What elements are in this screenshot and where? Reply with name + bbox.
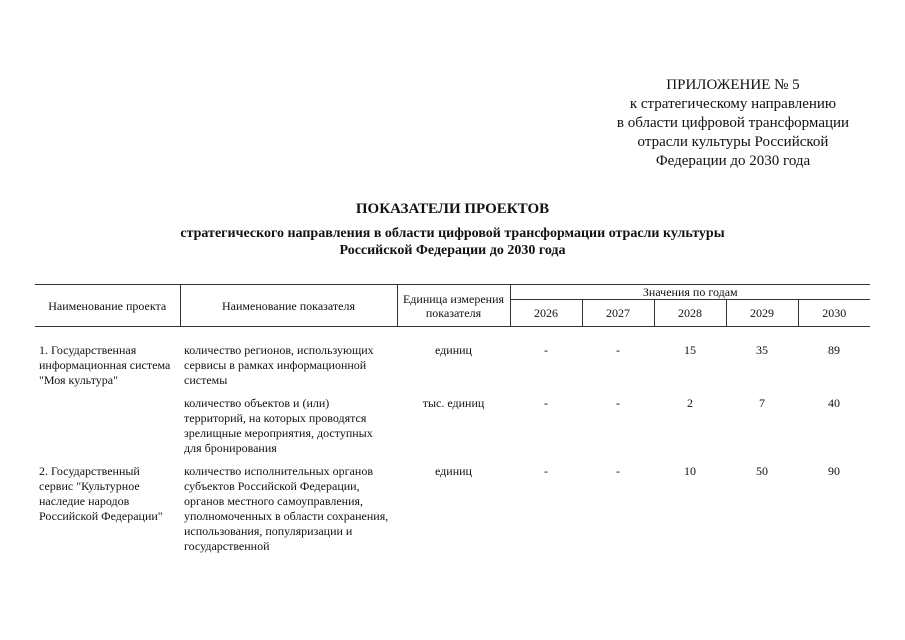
- header-year: 2030: [798, 300, 870, 327]
- header-indicator-name: Наименование показателя: [180, 285, 397, 327]
- table-row: [35, 396, 870, 464]
- value-cell: -: [544, 396, 548, 410]
- value-cell: 89: [828, 343, 841, 357]
- annex-line: в области цифровой трансформации: [616, 115, 850, 131]
- value-cell: -: [616, 464, 620, 478]
- value-cell: 40: [828, 396, 841, 410]
- header-year: 2028: [654, 300, 726, 327]
- document-subtitle: [0, 225, 905, 259]
- indicator-name-cell: количество объектов и (или) территорий, на которых проводятся зрелищные мероприятия, доступных для бронирования: [184, 396, 373, 455]
- header-project-name: Наименование проекта: [35, 285, 180, 327]
- annex-block: [600, 76, 866, 171]
- annex-line: отрасли культуры Российской: [637, 134, 829, 150]
- value-cell: -: [616, 396, 620, 410]
- header-year: 2027: [582, 300, 654, 327]
- indicator-name-cell: количество исполнительных органов субъектов Российской Федерации, органов местного самоуправления, уполномоченных в области сохранения, использования, популяризации и государственной: [184, 464, 389, 553]
- value-cell: 35: [756, 343, 768, 357]
- value-cell: 90: [828, 464, 841, 478]
- annex-line: Федерации до 2030 года: [655, 153, 811, 169]
- project-name-cell: 1. Государственная информационная система "Моя культура": [39, 343, 171, 387]
- project-name-cell: [35, 396, 180, 464]
- document-title: ПОКАЗАТЕЛИ ПРОЕКТОВ: [355, 201, 550, 217]
- value-cell: 7: [759, 396, 765, 410]
- value-cell: 50: [756, 464, 768, 478]
- header-unit: Единица измерения показателя: [397, 285, 510, 327]
- table-row: [35, 343, 870, 396]
- table-row: [35, 464, 870, 562]
- header-year: 2026: [510, 300, 582, 327]
- project-name-cell: 2. Государственный сервис "Культурное наследие народов Российской Федерации": [39, 464, 163, 523]
- document-subtitle-line: стратегического направления в области цифровой трансформации отрасли культуры: [180, 226, 725, 241]
- value-cell: 2: [687, 396, 693, 410]
- unit-cell: единиц: [435, 343, 472, 357]
- indicator-name-cell: количество регионов, использующих сервисы в рамках информационной системы: [184, 343, 374, 387]
- value-cell: 15: [684, 343, 696, 357]
- document-subtitle-line: Российской Федерации до 2030 года: [339, 243, 566, 258]
- header-values-by-year: Значения по годам: [510, 285, 870, 300]
- header-year: 2029: [726, 300, 798, 327]
- unit-cell: единиц: [435, 464, 472, 478]
- value-cell: -: [544, 343, 548, 357]
- indicators-table: [35, 284, 870, 562]
- unit-cell: тыс. единиц: [422, 396, 485, 410]
- annex-title: ПРИЛОЖЕНИЕ № 5: [666, 77, 800, 93]
- value-cell: 10: [684, 464, 696, 478]
- value-cell: -: [544, 464, 548, 478]
- value-cell: -: [616, 343, 620, 357]
- annex-line: к стратегическому направлению: [629, 96, 837, 112]
